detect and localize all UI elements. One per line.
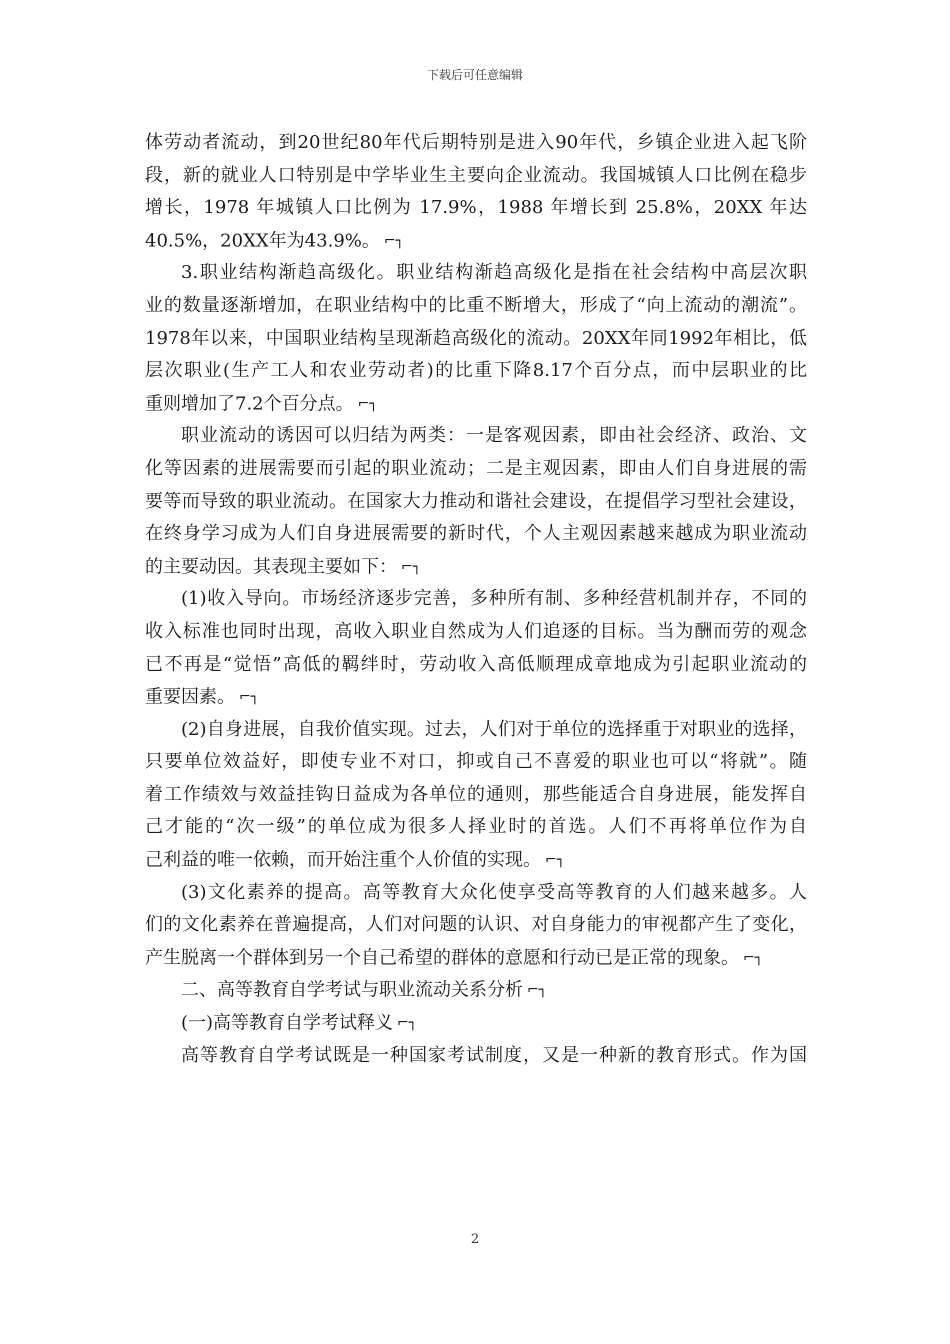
text-line: 只要单位效益好，即使专业不对口，抑或自己不喜爱的职业也可以“将就”。随 [145, 751, 807, 773]
section-heading: 二、高等教育自学考试与职业流动关系分析 ⌐┐ [145, 974, 807, 1007]
text-line: 层次职业(生产工人和农业劳动者)的比重下降8.17个百分点，而中层职业的比 [145, 360, 807, 382]
page-number: 2 [470, 1232, 480, 1247]
paragraph-mark-icon: ⌐┐ [383, 232, 405, 249]
text-line: 的主要动因。其表现主要如下： ⌐┐ [145, 551, 807, 584]
paragraph-mark-icon: ⌐┐ [527, 982, 548, 999]
text-line: 己利益的唯一依赖，而开始注重个人价值的实现。 ⌐┐ [145, 844, 807, 877]
text-line: 重则增加了7.2个百分点。 ⌐┐ [145, 388, 807, 421]
paragraph-mark-icon: ⌐┐ [239, 689, 260, 706]
text-line: 产生脱离一个群体到另一个自己希望的群体的意愿和行动已是正常的现象。 ⌐┐ [145, 942, 807, 975]
text-line: 段，新的就业人口特别是中学毕业生主要向企业流动。我国城镇人口比例在稳步 [145, 164, 807, 186]
text-line: 重要因素。 ⌐┐ [145, 681, 807, 714]
text-line: 己才能的“次一级”的单位成为很多人择业时的首选。人们不再将单位作为自 [145, 816, 807, 838]
text-line: 收入标准也同时出现，高收入职业自然成为人们追逐的目标。当为酬而劳的观念 [145, 620, 807, 642]
document-body [145, 127, 807, 1072]
text-line: (3)文化素养的提高。高等教育大众化使享受高等教育的人们越来越多。人 [181, 881, 807, 903]
text-line: (1)收入导向。市场经济逐步完善，多种所有制、多种经营机制并存，不同的 [181, 588, 807, 610]
text-line: 高等教育自学考试既是一种国家考试制度，又是一种新的教育形式。作为国 [181, 1044, 807, 1066]
text-line: 3.职业结构渐趋高级化。职业结构渐趋高级化是指在社会结构中高层次职 [181, 262, 807, 284]
text-line: 化等因素的进展需要而引起的职业流动；二是主观因素，即由人们自身进展的需 [145, 457, 807, 479]
subsection-heading: (一)高等教育自学考试释义 ⌐┐ [145, 1007, 807, 1040]
text-line: 在终身学习成为人们自身进展需要的新时代，个人主观因素越来越成为职业流动 [145, 523, 807, 545]
paragraph-mark-icon: ⌐┐ [545, 852, 566, 869]
paragraph-mark-icon: ⌐┐ [401, 558, 422, 575]
paragraph-mark-icon: ⌐┐ [357, 395, 378, 412]
text-line: 业的数量逐渐增加，在职业结构中的比重不断增大，形成了“向上流动的潮流”。 [145, 294, 807, 316]
paragraph-mark-icon: ⌐┐ [743, 949, 764, 966]
text-line: 职业流动的诱因可以归结为两类：一是客观因素，即由社会经济、政治、文 [181, 425, 807, 447]
text-line: 体劳动者流动，到20世纪80年代后期特别是进入90年代，乡镇企业进入起飞阶 [145, 132, 807, 153]
text-line: 1978年以来，中国职业结构呈现渐趋高级化的流动。20XX年同1992年相比，低 [145, 327, 807, 349]
page-header: 下载后可任意编辑 [426, 68, 523, 82]
text-line: 要等而导致的职业流动。在国家大力推动和谐社会建设，在提倡学习型社会建设， [145, 490, 807, 512]
text-line: (2)自身进展，自我价值实现。过去，人们对于单位的选择重于对职业的选择， [181, 718, 807, 740]
text-line: 增长，1978 年城镇人口比例为 17.9%，1988 年增长到 25.8%，20XX 年达 [145, 197, 807, 219]
text-line: 们的文化素养在普遍提高，人们对问题的认识、对自身能力的审视都产生了变化， [145, 914, 807, 936]
text-line: 着工作绩效与效益挂钩日益成为各单位的通则，那些能适合自身进展，能发挥自 [145, 783, 807, 805]
paragraph-mark-icon: ⌐┐ [397, 1015, 418, 1032]
text-line: 已不再是“觉悟”高低的羁绊时，劳动收入高低顺理成章地成为引起职业流动的 [145, 653, 807, 675]
text-line: 40.5%，20XX年为43.9%。 ⌐┐ [145, 225, 807, 258]
